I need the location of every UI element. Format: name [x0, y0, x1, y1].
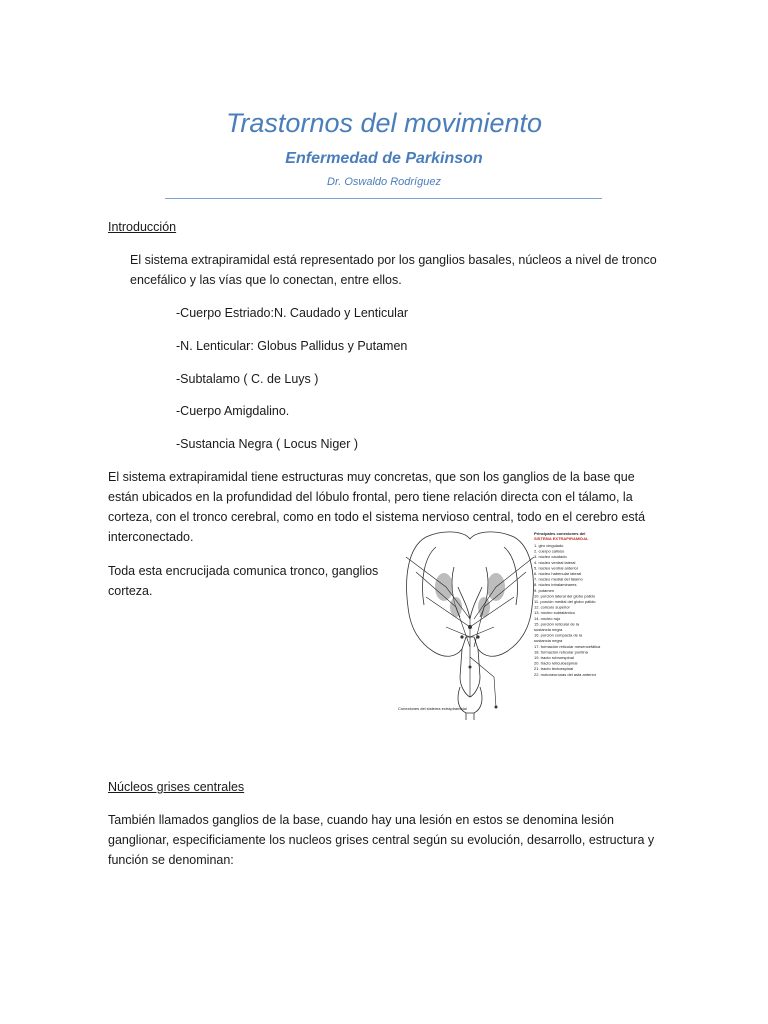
page-subtitle: Enfermedad de Parkinson: [285, 150, 483, 167]
header-divider: [165, 198, 602, 199]
list-item: -N. Lenticular: Globus Pallidus y Putamen: [176, 339, 408, 353]
section-heading-nucleos: Núcleos grises centrales: [108, 780, 245, 794]
figure-legend-item: 1. giro cingulado: [534, 543, 564, 548]
figure-legend-item: 15. porción reticular de la: [534, 621, 579, 627]
intro-paragraph-line: El sistema extrapiramidal está representado por los ganglios basales, núcleos a nivel de tronco: [130, 253, 657, 267]
figure-legend-item: 9. putamen: [534, 587, 555, 593]
figure-legend-item: 22. motoneuronas del asta anterior: [534, 671, 597, 677]
figure-legend-item: 7. núcleo medial del tálamo: [534, 576, 583, 582]
figure-legend-item: 18. formación reticular pontina: [534, 649, 588, 655]
body-paragraph-line: También llamados ganglios de la base, cuando hay una lesión en estos se denomina lesión: [108, 813, 614, 827]
figure-legend-item: 3. núcleo caudado: [534, 554, 567, 560]
author-line: Dr. Oswaldo Rodríguez: [327, 176, 441, 188]
section-heading-introduccion: Introducción: [108, 220, 177, 234]
figure-legend-item: 21. tracto tectoespinal: [534, 666, 574, 672]
figure-legend-item: 2. cuerpo calloso: [534, 548, 565, 554]
figure-caption: Conexiones del sistema extrapiramidal: [398, 706, 467, 711]
figure-legend-item: sustancia negra: [534, 638, 563, 644]
body-paragraph-line: función se denominan:: [108, 853, 234, 867]
figure-legend-item: 4. núcleo ventral lateral: [534, 559, 576, 565]
figure-legend-item: 5. núcleo ventral anterior: [534, 565, 579, 571]
figure-legend-item: 14. núcleo rojo: [534, 615, 561, 621]
figure-legend: [534, 543, 601, 677]
figure-legend-item: 13. núcleo subtalámico: [534, 610, 575, 616]
body-paragraph-line: corteza.: [108, 584, 153, 598]
body-paragraph-line: El sistema extrapiramidal tiene estructuras muy concretas, que son los ganglios de la base que: [108, 470, 635, 484]
body-paragraph-line: están ubicados en la profundidad del lóbulo frontal, pero tiene relación directa con el tálamo, la: [108, 490, 633, 504]
list-item: -Subtalamo ( C. de Luys ): [176, 372, 319, 386]
figure-legend-item: sustancia negra: [534, 627, 563, 632]
figure-header-title: SISTEMA EXTRAPIRAMIDAL: [534, 536, 589, 541]
figure-legend-item: 11. porción medial del globo pálido: [534, 599, 596, 604]
figure-header-line: Principales conexiones del: [534, 531, 586, 536]
extrapyramidal-diagram-figure: [396, 527, 633, 720]
body-paragraph-line: interconectado.: [108, 530, 194, 544]
figure-legend-item: 17. formación reticular mesencefálica: [534, 643, 601, 649]
list-item: -Sustancia Negra ( Locus Niger ): [176, 437, 359, 451]
list-item: -Cuerpo Estriado:N. Caudado y Lenticular: [176, 306, 409, 320]
figure-legend-item: 12. colículo superior: [534, 604, 570, 610]
figure-legend-item: 8. núcleo intralaminares: [534, 582, 577, 588]
figure-legend-item: 16. porción compacta de la: [534, 632, 583, 638]
figure-legend-item: 6. núcleo habenular lateral: [534, 571, 582, 576]
figure-legend-item: 20. tracto reticuloespinal: [534, 660, 578, 666]
figure-legend-item: 19. tracto rubroespinal: [534, 655, 574, 660]
body-paragraph-line: corteza, con el tronco cerebral, como en todo el sistema nervioso central, todo en el cerebro está: [108, 510, 646, 524]
intro-paragraph-line: encefálico y las vías que lo conectan, entre ellos.: [130, 273, 402, 287]
body-paragraph-line: Toda esta encrucijada comunica tronco, ganglios: [108, 564, 379, 578]
list-item: -Cuerpo Amigdalino.: [176, 404, 290, 418]
page-title: Trastornos del movimiento: [225, 108, 543, 138]
body-paragraph-line: ganglionar, especificiamente los nucleos grises central según su evolución, desarrollo, estructura y: [108, 833, 655, 847]
figure-legend-item: 10. porción lateral del globo pálido: [534, 593, 595, 599]
brain-connections-illustration: [396, 527, 633, 720]
